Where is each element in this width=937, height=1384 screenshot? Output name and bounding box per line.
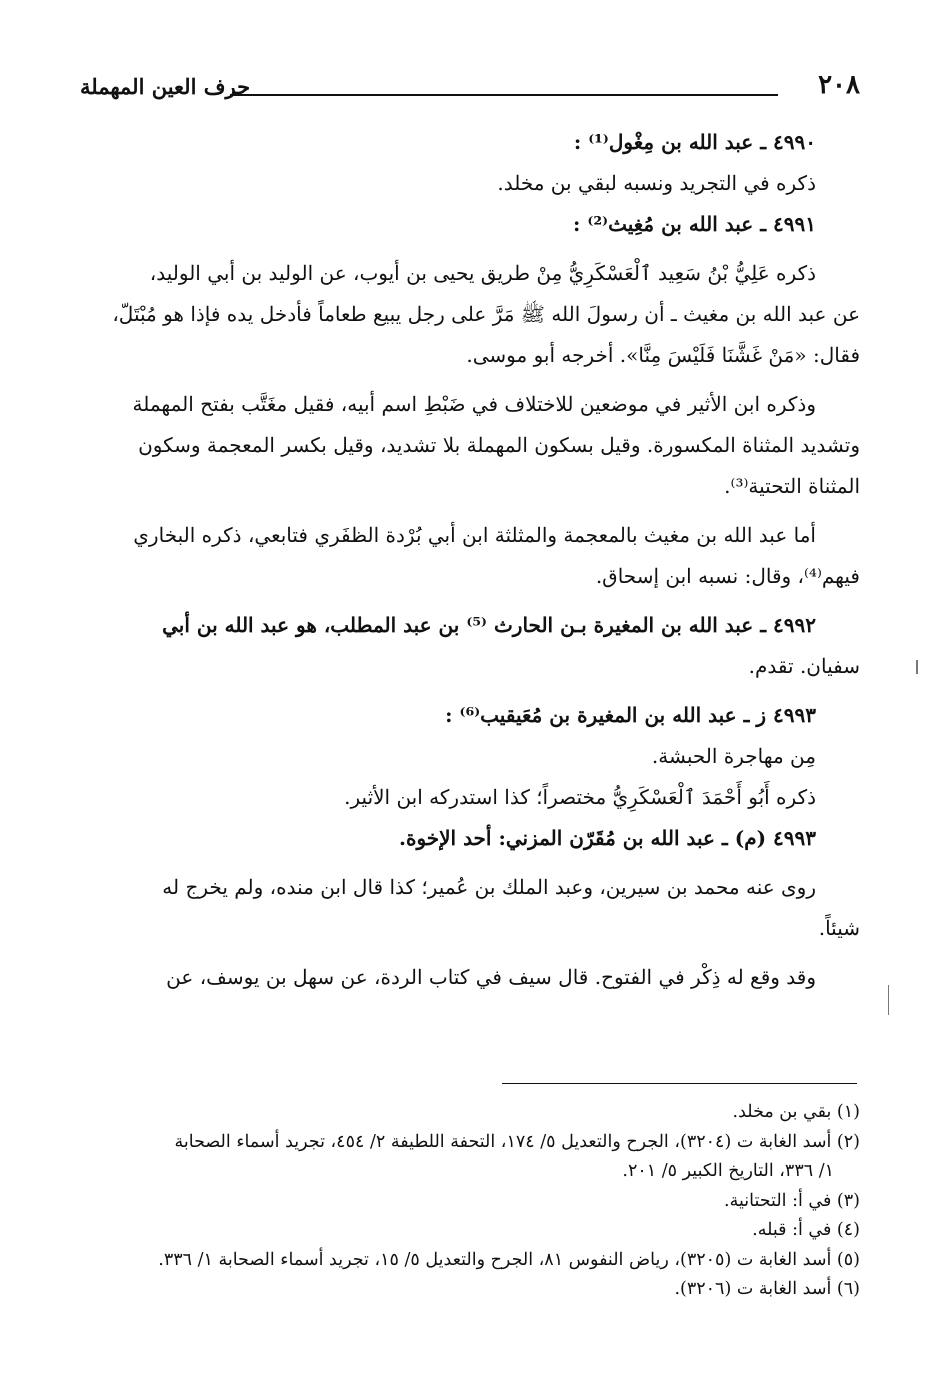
text-line: وذكره ابن الأثير في موضعين للاختلاف في ضَبْطِ اسم أبيه، فقيل مغَتَّب بفتح المهملة — [132, 392, 816, 416]
text-line: مِن مهاجرة الحبشة. — [651, 744, 816, 768]
page-number: ٢٠٨ — [818, 70, 860, 100]
text-line: المثناة التحتية⁽³⁾. — [724, 474, 860, 498]
footnote: (٣) في أ: التحتانية. — [724, 1190, 860, 1211]
text-line: شيئاً. — [818, 916, 860, 940]
entry-heading: ٤٩٩١ ـ عبد الله بن مُغِيث⁽²⁾ : — [573, 212, 816, 236]
text-line: فيهم⁽⁴⁾، وقال: نسبه ابن إسحاق. — [595, 564, 860, 588]
text-line: روى عنه محمد بن سيرين، وعبد الملك بن عُمير؛ كذا قال ابن منده، ولم يخرج له — [162, 875, 816, 899]
header-rule — [230, 94, 778, 96]
main-text — [80, 122, 860, 998]
text-line: ذكره أَبُو أَحْمَدَ ٱلْعَسْكَرِيُّ مختصراً؛ كذا استدركه ابن الأثير. — [344, 785, 816, 809]
footnote: (٦) أسد الغابة ت (٣٢٠٦). — [674, 1279, 860, 1299]
footnote: (١) بقي بن مخلد. — [732, 1102, 860, 1122]
running-title: حرف العين المهملة — [80, 74, 251, 99]
page-header — [80, 70, 860, 106]
entry-heading: ٤٩٩٢ ـ عبد الله بن المغيرة بـن الحارث ⁽⁵⁾ بن عبد المطلب، هو عبد الله بن أبي — [162, 613, 816, 637]
footnotes — [80, 1098, 860, 1305]
footnote: (٥) أسد الغابة ت (٣٢٠٥)، رياض النفوس ٨١، الجرح والتعديل ٥/ ١٥، تجريد أسماء الصحابة ١/ ٣٣٦. — [158, 1249, 860, 1270]
footnote: (٢) أسد الغابة ت (٣٢٠٤)، الجرح والتعديل ٥/ ١٧٤، التحفة اللطيفة ٢/ ٤٥٤، تجريد أسماء الصحابة — [174, 1131, 860, 1152]
footnote: (٤) في أ: قبله. — [752, 1220, 860, 1240]
footnotes-rule — [502, 1083, 857, 1084]
footnote-continuation: ١/ ٣٣٦، التاريخ الكبير ٥/ ٢٠١. — [622, 1161, 834, 1181]
text-line: فقال: «مَنْ غَشَّنَا فَلَيْسَ مِنَّا». أخرجه أبو موسى. — [466, 343, 860, 367]
text-line: سفيان. تقدم. — [748, 654, 860, 678]
text-line: ذكره في التجريد ونسبه لبقي بن مخلد. — [497, 171, 816, 195]
entry-heading: ٤٩٩٣ ز ـ عبد الله بن المغيرة بن مُعَيقيب⁽⁶⁾ : — [445, 703, 816, 727]
scan-mark — [888, 985, 889, 1015]
text-line: ذكره عَلِيُّ بْنُ سَعِيد ٱلْعَسْكَرِيُّ مِنْ طريق يحيى بن أيوب، عن الوليد بن أبي الوليد، — [149, 261, 816, 285]
entry-heading: ٤٩٩٠ ـ عبد الله بن مِغْول⁽¹⁾ : — [573, 130, 816, 154]
scan-mark — [916, 660, 918, 674]
text-line: عن عبد الله بن مغيث ـ أن رسولَ الله ﷺ مَرَّ على رجل يبيع طعاماً فأدخل يده فإذا هو مُبْتَلّ، — [112, 302, 860, 326]
text-line: وقد وقع له ذِكْر في الفتوح. قال سيف في كتاب الردة، عن سهل بن يوسف، عن — [166, 965, 816, 989]
text-line: أما عبد الله بن مغيث بالمعجمة والمثلثة ابن أبي بُرْدة الظفَري فتابعي، ذكره البخاري — [133, 523, 816, 547]
entry-heading: ٤٩٩٣ (م) ـ عبد الله بن مُقَرّن المزني: أحد الإخوة. — [399, 826, 816, 850]
text-line: وتشديد المثناة المكسورة. وقيل بسكون المهملة بلا تشديد، وقيل بكسر المعجمة وسكون — [138, 433, 860, 457]
